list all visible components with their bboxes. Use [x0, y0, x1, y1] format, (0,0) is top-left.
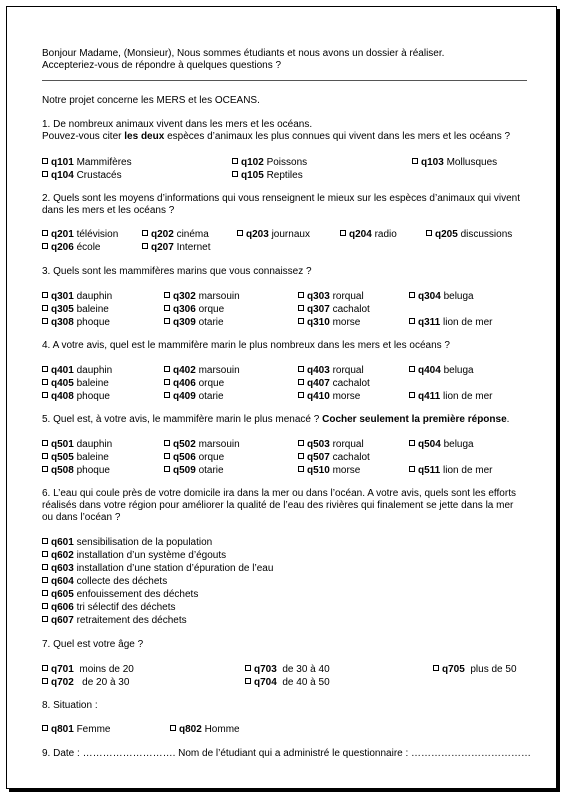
option-q701[interactable]: q701 moins de 20	[42, 664, 134, 676]
q6-line-1: 6. L’eau qui coule près de votre domicile ira dans la mer ou dans l’océan. A votre avis, quels sont les efforts	[42, 488, 516, 499]
option-q510[interactable]: q510 morse	[298, 465, 360, 477]
q7-line-1: 7. Quel est votre âge ?	[42, 639, 144, 650]
option-q511[interactable]: q511 lion de mer	[409, 465, 493, 477]
option-q502[interactable]: q502 marsouin	[164, 439, 240, 451]
option-q203[interactable]: q203 journaux	[237, 229, 310, 241]
checkbox-icon[interactable]	[42, 158, 48, 164]
option-q405[interactable]: q405 baleine	[42, 378, 109, 390]
option-q604[interactable]: q604 collecte des déchets	[42, 576, 167, 588]
option-q206[interactable]: q206 école	[42, 242, 100, 254]
option-q404[interactable]: q404 beluga	[409, 365, 474, 377]
checkbox-icon[interactable]	[164, 440, 170, 446]
option-q204[interactable]: q204 radio	[340, 229, 397, 241]
checkbox-icon[interactable]	[164, 305, 170, 311]
option-q508[interactable]: q508 phoque	[42, 465, 110, 477]
option-q303[interactable]: q303 rorqual	[298, 291, 364, 303]
checkbox-icon[interactable]	[42, 616, 48, 622]
checkbox-icon[interactable]	[42, 230, 48, 236]
option-q605[interactable]: q605 enfouissement des déchets	[42, 589, 198, 601]
checkbox-icon[interactable]	[42, 466, 48, 472]
checkbox-icon[interactable]	[42, 392, 48, 398]
option-q207[interactable]: q207 Internet	[142, 242, 211, 254]
option-q304[interactable]: q304 beluga	[409, 291, 474, 303]
checkbox-icon[interactable]	[42, 171, 48, 177]
checkbox-icon[interactable]	[412, 158, 418, 164]
checkbox-icon[interactable]	[433, 665, 439, 671]
checkbox-icon[interactable]	[409, 292, 415, 298]
q2-line-2: dans les mers et les océans ?	[42, 205, 175, 216]
option-q504[interactable]: q504 beluga	[409, 439, 474, 451]
q1-line-1: 1. De nombreux animaux vivent dans les mers et les océans.	[42, 119, 313, 130]
checkbox-icon[interactable]	[245, 678, 251, 684]
option-q201[interactable]: q201 télévision	[42, 229, 118, 241]
option-q308[interactable]: q308 phoque	[42, 317, 110, 329]
checkbox-icon[interactable]	[409, 392, 415, 398]
checkbox-icon[interactable]	[298, 379, 304, 385]
option-q606[interactable]: q606 tri sélectif des déchets	[42, 602, 176, 614]
option-q101[interactable]: q101 Mammifères	[42, 157, 132, 169]
checkbox-icon[interactable]	[232, 171, 238, 177]
q6-line-3: ou dans l’océan ?	[42, 512, 121, 523]
option-q410[interactable]: q410 morse	[298, 391, 360, 403]
option-q305[interactable]: q305 baleine	[42, 304, 109, 316]
separator-line	[42, 80, 527, 81]
option-q406[interactable]: q406 orque	[164, 378, 224, 390]
option-q409[interactable]: q409 otarie	[164, 391, 224, 403]
option-q402[interactable]: q402 marsouin	[164, 365, 240, 377]
checkbox-icon[interactable]	[409, 318, 415, 324]
option-q309[interactable]: q309 otarie	[164, 317, 224, 329]
checkbox-icon[interactable]	[164, 292, 170, 298]
option-q104[interactable]: q104 Crustacés	[42, 170, 122, 182]
option-q105[interactable]: q105 Reptiles	[232, 170, 303, 182]
checkbox-icon[interactable]	[409, 466, 415, 472]
checkbox-icon[interactable]	[164, 366, 170, 372]
option-q602[interactable]: q602 installation d’un système d’égouts	[42, 550, 226, 562]
checkbox-icon[interactable]	[42, 564, 48, 570]
option-q301[interactable]: q301 dauphin	[42, 291, 112, 303]
checkbox-icon[interactable]	[142, 243, 148, 249]
checkbox-icon[interactable]	[42, 305, 48, 311]
checkbox-icon[interactable]	[42, 551, 48, 557]
checkbox-icon[interactable]	[170, 725, 176, 731]
checkbox-icon[interactable]	[42, 379, 48, 385]
checkbox-icon[interactable]	[164, 466, 170, 472]
q9-line-1[interactable]: 9. Date : ………………………. Nom de l’étudiant qui a administré le questionnaire : ………………………………	[42, 748, 532, 759]
checkbox-icon[interactable]	[42, 590, 48, 596]
checkbox-icon[interactable]	[340, 230, 346, 236]
option-q202[interactable]: q202 cinéma	[142, 229, 209, 241]
option-q603[interactable]: q603 installation d’une station d’épuration de l’eau	[42, 563, 273, 575]
option-q507[interactable]: q507 cachalot	[298, 452, 370, 464]
checkbox-icon[interactable]	[237, 230, 243, 236]
option-q311[interactable]: q311 lion de mer	[409, 317, 493, 329]
q4-line-1: 4. A votre avis, quel est le mammifère marin le plus nombreux dans les mers et les océans ?	[42, 340, 450, 351]
checkbox-icon[interactable]	[42, 577, 48, 583]
checkbox-icon[interactable]	[298, 466, 304, 472]
option-q801[interactable]: q801 Femme	[42, 724, 110, 736]
project-statement: Notre projet concerne les MERS et les OCEANS.	[42, 95, 260, 106]
checkbox-icon[interactable]	[298, 440, 304, 446]
checkbox-icon[interactable]	[164, 453, 170, 459]
option-q705[interactable]: q705 plus de 50	[433, 664, 517, 676]
option-q703[interactable]: q703 de 30 à 40	[245, 664, 330, 676]
checkbox-icon[interactable]	[298, 318, 304, 324]
q3-line-1: 3. Quels sont les mammifères marins que vous connaissez ?	[42, 266, 312, 277]
checkbox-icon[interactable]	[409, 366, 415, 372]
checkbox-icon[interactable]	[164, 379, 170, 385]
checkbox-icon[interactable]	[232, 158, 238, 164]
checkbox-icon[interactable]	[42, 678, 48, 684]
option-q802[interactable]: q802 Homme	[170, 724, 240, 736]
option-q503[interactable]: q503 rorqual	[298, 439, 364, 451]
option-q505[interactable]: q505 baleine	[42, 452, 109, 464]
option-q310[interactable]: q310 morse	[298, 317, 360, 329]
q6-line-2: réalisés dans votre région pour améliorer la qualité de l’eau des rivières qui finalement se jette dans la mer	[42, 500, 514, 511]
q8-line-1: 8. Situation :	[42, 700, 98, 711]
intro-line-1: Bonjour Madame, (Monsieur), Nous sommes étudiants et nous avons un dossier à réaliser.	[42, 48, 445, 59]
q2-line-1: 2. Quels sont les moyens d’informations qui vous renseignent le mieux sur les espèces d’animaux qui vivent	[42, 193, 521, 204]
option-q302[interactable]: q302 marsouin	[164, 291, 240, 303]
checkbox-icon[interactable]	[42, 538, 48, 544]
checkbox-icon[interactable]	[142, 230, 148, 236]
option-q205[interactable]: q205 discussions	[426, 229, 512, 241]
checkbox-icon[interactable]	[42, 366, 48, 372]
option-q307[interactable]: q307 cachalot	[298, 304, 370, 316]
option-q601[interactable]: q601 sensibilisation de la population	[42, 537, 212, 549]
option-q401[interactable]: q401 dauphin	[42, 365, 112, 377]
option-q501[interactable]: q501 dauphin	[42, 439, 112, 451]
checkbox-icon[interactable]	[42, 453, 48, 459]
option-q408[interactable]: q408 phoque	[42, 391, 110, 403]
option-q102[interactable]: q102 Poissons	[232, 157, 307, 169]
option-q702[interactable]: q702 de 20 à 30	[42, 677, 129, 689]
page-frame	[6, 6, 557, 789]
checkbox-icon[interactable]	[42, 440, 48, 446]
checkbox-icon[interactable]	[164, 392, 170, 398]
option-q403[interactable]: q403 rorqual	[298, 365, 364, 377]
checkbox-icon[interactable]	[298, 366, 304, 372]
checkbox-icon[interactable]	[42, 243, 48, 249]
checkbox-icon[interactable]	[426, 230, 432, 236]
option-q103[interactable]: q103 Mollusques	[412, 157, 497, 169]
option-q411[interactable]: q411 lion de mer	[409, 391, 493, 403]
intro-line-2: Accepteriez-vous de répondre à quelques questions ?	[42, 60, 282, 71]
option-q509[interactable]: q509 otarie	[164, 465, 224, 477]
checkbox-icon[interactable]	[42, 292, 48, 298]
checkbox-icon[interactable]	[42, 318, 48, 324]
option-q407[interactable]: q407 cachalot	[298, 378, 370, 390]
option-q704[interactable]: q704 de 40 à 50	[245, 677, 330, 689]
checkbox-icon[interactable]	[298, 305, 304, 311]
checkbox-icon[interactable]	[42, 665, 48, 671]
option-q607[interactable]: q607 retraitement des déchets	[42, 615, 187, 627]
checkbox-icon[interactable]	[42, 603, 48, 609]
option-q306[interactable]: q306 orque	[164, 304, 224, 316]
checkbox-icon[interactable]	[409, 440, 415, 446]
checkbox-icon[interactable]	[298, 292, 304, 298]
checkbox-icon[interactable]	[298, 453, 304, 459]
checkbox-icon[interactable]	[164, 318, 170, 324]
checkbox-icon[interactable]	[245, 665, 251, 671]
checkbox-icon[interactable]	[42, 725, 48, 731]
q5-line-1: 5. Quel est, à votre avis, le mammifère marin le plus menacé ? Cocher seulement la première réponse.	[42, 414, 510, 425]
option-q506[interactable]: q506 orque	[164, 452, 224, 464]
checkbox-icon[interactable]	[298, 392, 304, 398]
q1-line-2: Pouvez-vous citer les deux espèces d’animaux les plus connues qui vivent dans les mers et les océans ?	[42, 131, 511, 142]
